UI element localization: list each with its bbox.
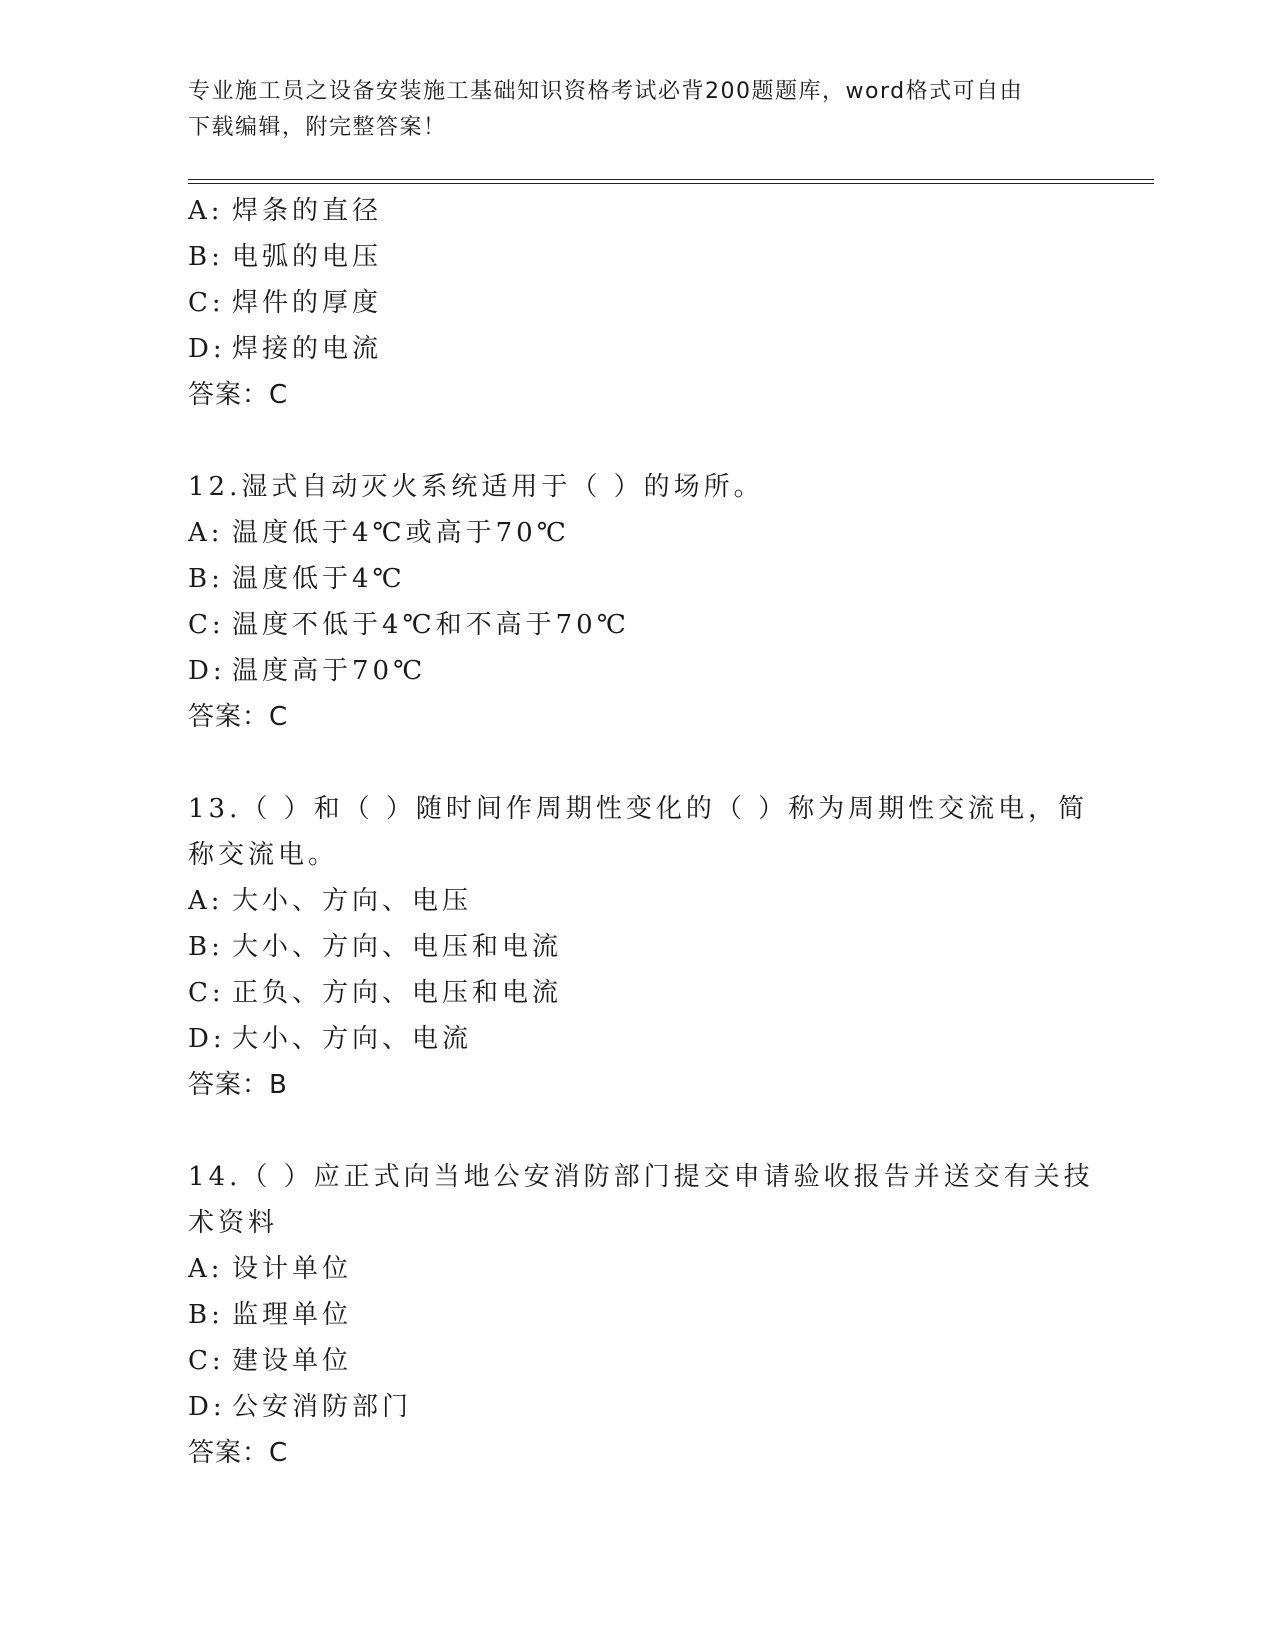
option-b: B: 电弧的电压: [188, 242, 383, 272]
spacer: [188, 418, 1068, 464]
question-stem: 12.湿式自动灭火系统适用于（ ）的场所。: [188, 472, 764, 502]
option-a: A: 设计单位: [188, 1254, 353, 1284]
question-stem-line-1: 13.（ ）和（ ）随时间作周期性变化的（ ）称为周期性交流电，简: [188, 794, 1089, 824]
answer-line: 答案：C: [188, 1438, 289, 1468]
option-c: C: 正负、方向、电压和电流: [188, 978, 563, 1008]
option-a: A: 大小、方向、电压: [188, 886, 473, 916]
question-11: [188, 188, 1068, 418]
spacer: [188, 740, 1068, 786]
header-line-2: 下载编辑，附完整答案！: [188, 115, 447, 140]
question-stem-line-2: 术资料: [188, 1208, 279, 1238]
question-stem-line-2: 称交流电。: [188, 840, 339, 870]
answer-line: 答案：C: [188, 702, 289, 732]
question-13: [188, 786, 1089, 1108]
option-c: C: 焊件的厚度: [188, 288, 383, 318]
header-line-1: 专业施工员之设备安装施工基础知识资格考试必背200题题库，word格式可自由: [188, 79, 1024, 104]
option-a: A: 温度低于4℃或高于70℃: [188, 518, 570, 548]
option-b: B: 温度低于4℃: [188, 564, 406, 594]
header-divider-top: [188, 179, 1154, 180]
option-d: D: 温度高于70℃: [188, 656, 427, 686]
option-b: B: 监理单位: [188, 1300, 353, 1330]
question-14: [188, 1154, 1094, 1476]
question-list: [188, 188, 1094, 1476]
answer-line: 答案：C: [188, 380, 289, 410]
option-b: B: 大小、方向、电压和电流: [188, 932, 563, 962]
option-d: D: 大小、方向、电流: [188, 1024, 473, 1054]
header-divider-bottom: [188, 183, 1154, 184]
option-d: D: 焊接的电流: [188, 334, 383, 364]
document-header: [188, 74, 1068, 146]
spacer: [188, 1108, 1068, 1154]
option-a: A: 焊条的直径: [188, 196, 383, 226]
answer-line: 答案：B: [188, 1070, 288, 1100]
option-c: C: 建设单位: [188, 1346, 353, 1376]
question-12: [188, 464, 1068, 740]
option-c: C: 温度不低于4℃和不高于70℃: [188, 610, 630, 640]
option-d: D: 公安消防部门: [188, 1392, 413, 1422]
question-stem-line-1: 14.（ ）应正式向当地公安消防部门提交申请验收报告并送交有关技: [188, 1162, 1094, 1192]
